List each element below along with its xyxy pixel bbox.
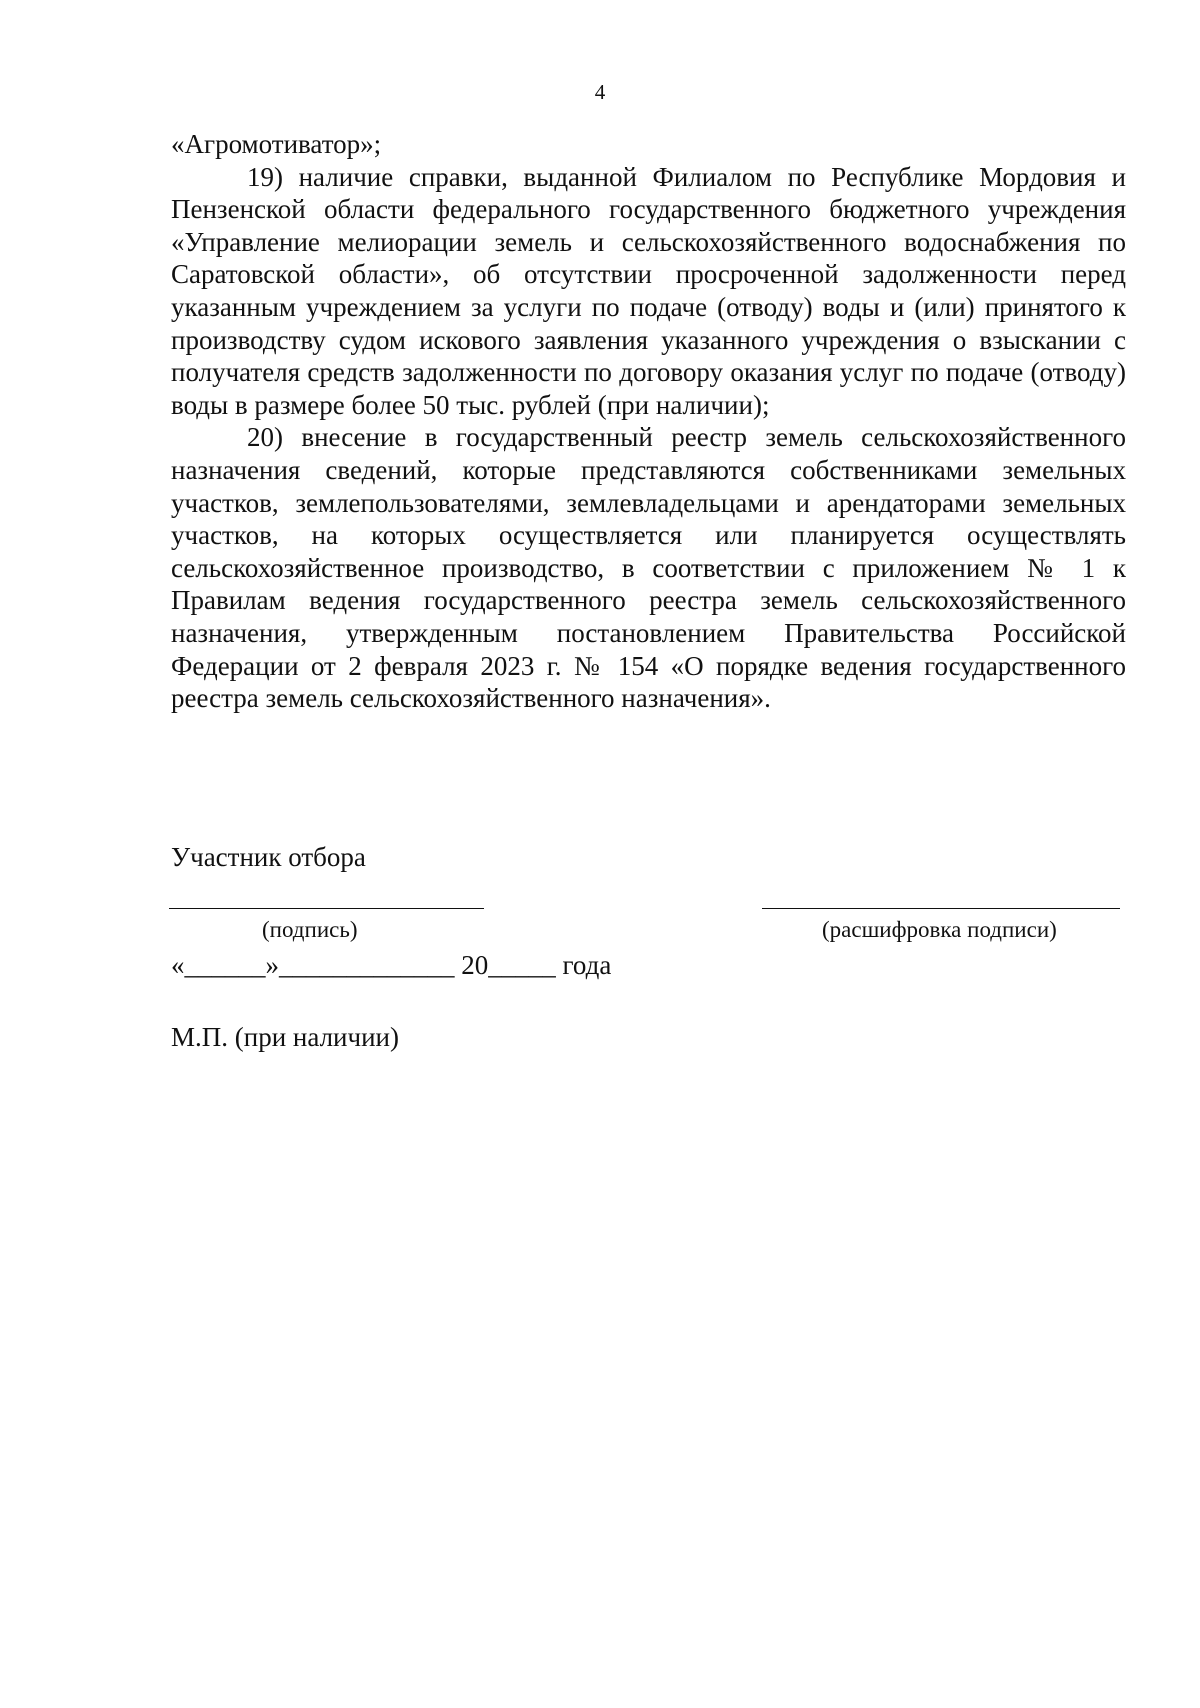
participant-label: Участник отбора	[171, 842, 366, 872]
date-line: «______»_____________ 20_____ года	[171, 950, 612, 980]
page-number: 4	[594, 80, 606, 104]
document-body	[171, 128, 1126, 715]
paragraph-continuation: «Агромотиватор»;	[171, 129, 382, 159]
signature-decryption-line	[762, 908, 1120, 909]
decryption-caption: (расшифровка подписи)	[822, 917, 1057, 942]
paragraph-item-20: 20) внесение в государственный реестр земель сельскохозяйственного назначения сведений, которые представляются собственниками земельных участков, землепользователями, землевладельцами и арендаторами земельных участков, на которых осуществляется или планируется осуществлять сельскохозяйственное производство, в соответствии с приложением № 1 к Правилам ведения государственного реестра земель сельскохозяйственного назначения, утвержденным постановлением Правительства Российской Федерации от 2 февраля 2023 г. № 154 «О порядке ведения государственного реестра земель сельскохозяйственного назначения».	[171, 422, 1126, 714]
stamp-label: М.П. (при наличии)	[171, 1022, 399, 1052]
paragraph-item-19: 19) наличие справки, выданной Филиалом по Республике Мордовия и Пензенской области федерального государственного бюджетного учреждения «Управление мелиорации земель и сельскохозяйственного водоснабжения по Саратовской области», об отсутствии просроченной задолженности перед указанным учреждением за услуги по подаче (отводу) воды и (или) принятого к производству судом искового заявления указанного учреждения о взыскании с получателя средств задолженности по договору оказания услуг по подаче (отводу) воды в размере более 50 тыс. рублей (при наличии);	[171, 161, 1126, 420]
signature-caption: (подпись)	[262, 917, 358, 942]
signature-line	[169, 908, 484, 909]
